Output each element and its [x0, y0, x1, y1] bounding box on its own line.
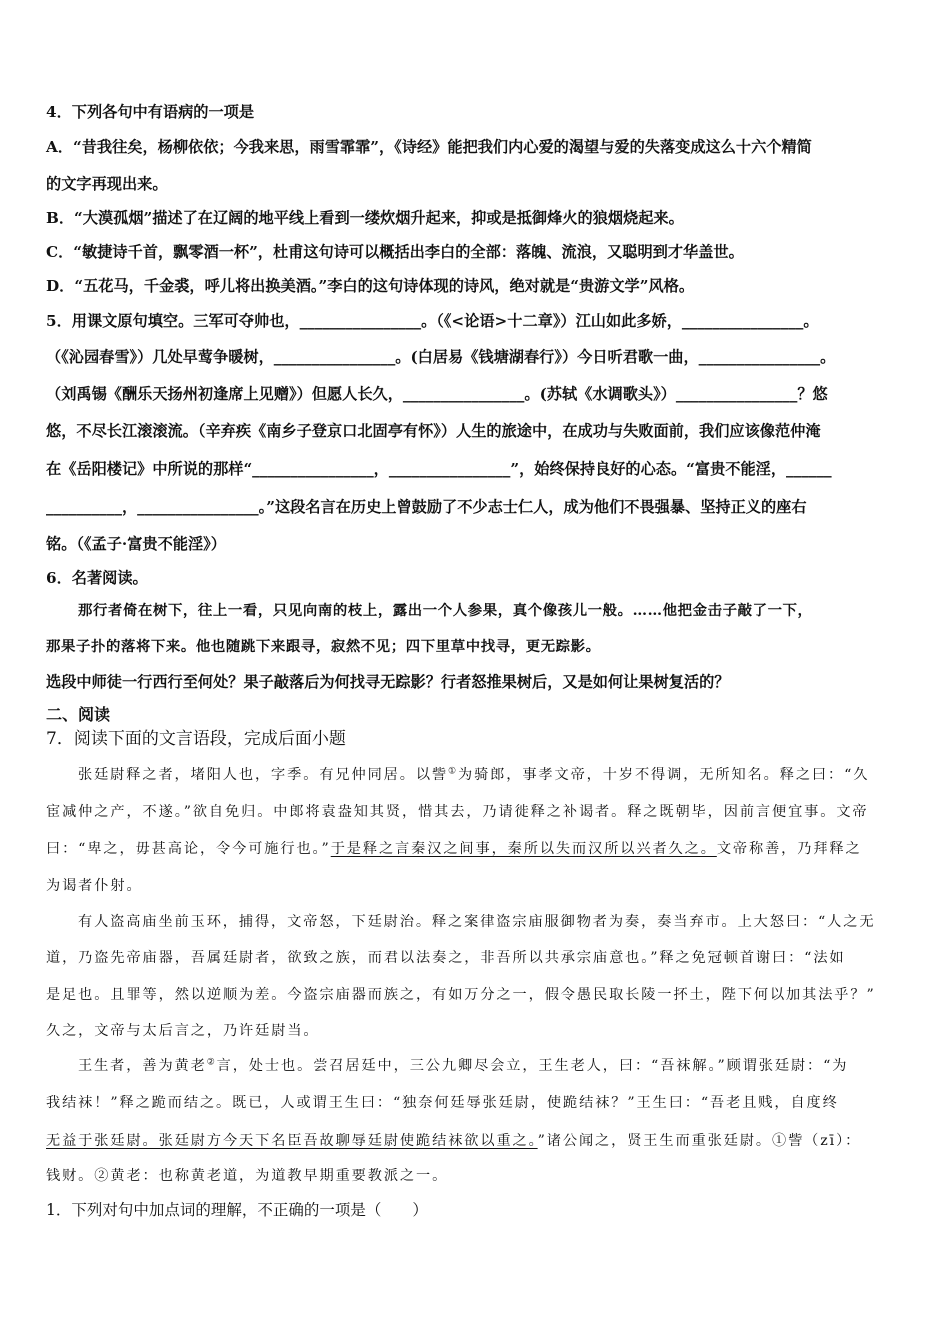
q4-option-a-line1: A．“昔我往矣，杨柳依依；今我来思，雨雪霏霏”，《诗经》能把我们内心爱的渴望与爱的失落变成这么十六个精简	[46, 138, 812, 156]
q7-para2-line4: 久之，文帝与太后言之，乃许廷尉当。	[46, 1023, 320, 1039]
q7-para2-line2: 道，乃盗先帝庙器，吾属廷尉者，欲致之族，而君以法奏之，非吾所以共承宗庙意也。”释之免冠顿首谢曰：“法如	[46, 950, 846, 966]
q5-line7: 铭。（《孟子·富贵不能淫》）	[46, 535, 226, 553]
q7-para3-line1: 王生者，善为黄老②言，处士也。尝召居廷中，三公九卿尽会立，王生老人，曰：“吾袜解。”顾谓张廷尉：“为	[78, 1057, 849, 1074]
q7-para1-line3: 曰：“卑之，毋甚高论，令今可施行也。”于是释之言秦汉之间事，秦所以失而汉所以兴者久之。文帝称善，乃拜释之	[46, 841, 862, 857]
q6-question: 选段中师徒一行西行至何处？果子敲落后为何找寻无踪影？行者怒推果树后，又是如何让果树复活的？	[46, 673, 730, 691]
q4-stem: 4．下列各句中有语病的一项是	[46, 103, 255, 121]
q7-para2-line1: 有人盗高庙坐前玉环，捕得，文帝怒，下廷尉治。释之案律盗宗庙服御物者为奏，奏当弃市。上大怒曰：“人之无	[78, 914, 876, 930]
section-title-reading: 二、阅读	[46, 705, 111, 724]
q7-footnotes: 钱财。②黄老：也称黄老道，为道教早期重要教派之一。	[46, 1168, 449, 1184]
q6-excerpt-line2: 那果子扑的落将下来。他也随跳下来跟寻，寂然不见；四下里草中找寻，更无踪影。	[46, 638, 601, 655]
q7-para3-line2: 我结袜！”释之跪而结之。既已，人或谓王生曰：“独奈何廷辱张廷尉，使跪结袜？”王生曰：“吾老且贱，自度终	[46, 1095, 839, 1111]
q4-option-c: C．“敏捷诗千首，飘零酒一杯”，杜甫这句诗可以概括出李白的全部：落魄、流浪，又聪明到才华盖世。	[46, 243, 744, 261]
q7-para1-line4: 为谒者仆射。	[46, 878, 143, 894]
q7-para1-line2: 宦减仲之产，不遂。”欲自免归。中郎将袁盎知其贤，惜其去，乃请徙释之补谒者。释之既朝毕，因前言便宜事。文帝	[46, 804, 869, 820]
q5-line3: （刘禹锡《酬乐天扬州初逢席上见赠》）但愿人长久，________________。(苏轼《水调歌头》）________________？悠	[46, 385, 828, 403]
q5-line5: 在《岳阳楼记》中所说的那样“________________，________________”，始终保持良好的心态。“富贵不能淫，______	[46, 460, 832, 478]
q5-line1: 5．用课文原句填空。三军可夺帅也，________________。（《<论语>十二章》）江山如此多娇，________________。	[46, 312, 819, 330]
footnote-marker-1: ①	[448, 766, 458, 777]
q4-option-b: B．“大漠孤烟”描述了在辽阔的地平线上看到一缕炊烟升起来，抑或是抵御烽火的狼烟烧起来。	[46, 209, 684, 227]
q7-para2-line3: 是足也。且罪等，然以逆顺为差。今盗宗庙器而族之，有如万分之一，假令愚民取长陵一抔土，陛下何以加其法乎？”	[46, 987, 876, 1003]
footnote-marker-2: ②	[206, 1057, 217, 1068]
q6-excerpt-line1: 那行者倚在树下，往上一看，只见向南的枝上，露出一个人参果，真个像孩儿一般。……他把金击子敲了一下，	[78, 602, 813, 619]
q4-option-a-line2: 的文字再现出来。	[46, 175, 168, 193]
q7-subquestion-1: 1．下列对句中加点词的理解，不正确的一项是（ ）	[46, 1201, 428, 1219]
q5-line2: （《沁园春雪》）几处早莺争暖树，________________。(白居易《钱塘湖春行》）今日听君歌一曲，________________。	[46, 348, 836, 366]
underlined-sentence-1: 于是释之言秦汉之间事，秦所以失而汉所以兴者久之。	[330, 841, 717, 857]
q5-line6: __________，________________。”这段名言在历史上曾鼓励了不少志士仁人，成为他们不畏强暴、坚持正义的座右	[46, 498, 807, 516]
q5-line4: 悠，不尽长江滚滚流。（辛弃疾《南乡子登京口北固亭有怀》）人生的旅途中，在成功与失败面前，我们应该像范仲淹	[46, 422, 821, 440]
underlined-sentence-2: 无益于张廷尉。张廷尉方今天下名臣吾故聊辱廷尉使跪结袜欲以重之。	[46, 1133, 538, 1149]
q7-stem: 7．阅读下面的文言语段，完成后面小题	[46, 729, 346, 749]
q4-option-d: D．“五花马，千金裘，呼儿将出换美酒。”李白的这句诗体现的诗风，绝对就是“贵游文学”风格。	[46, 277, 695, 295]
q7-para3-line3: 无益于张廷尉。张廷尉方今天下名臣吾故聊辱廷尉使跪结袜欲以重之。”诸公闻之，贤王生而重张廷尉。①訾（zī）：	[46, 1133, 862, 1149]
q7-para1-line1: 张廷尉释之者，堵阳人也，字季。有兄仲同居。以訾①为骑郎，事孝文帝，十岁不得调，无所知名。释之曰：“久	[78, 766, 870, 783]
q6-stem: 6．名著阅读。	[46, 569, 148, 587]
